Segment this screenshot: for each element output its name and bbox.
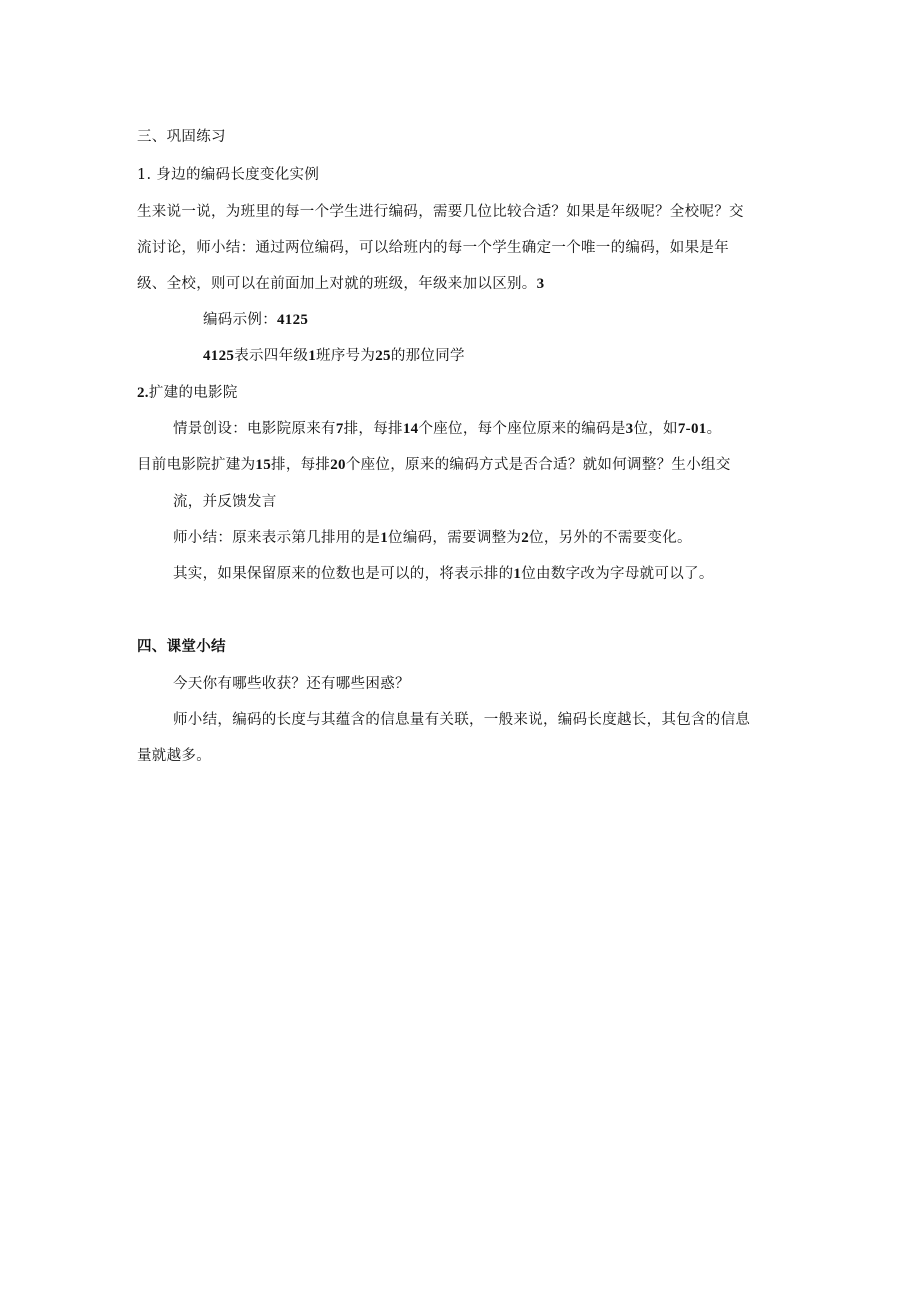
p4-text-a: 师小结：原来表示第几排用的是 [173,530,381,546]
item2-title-num: 2. [137,385,149,401]
section4-title: 四、课堂小结 [137,639,226,655]
p1-text-d: 位，如 [633,421,678,437]
item1-paragraph-line3-num: 3 [536,276,545,292]
p1-text-b: 排，每排 [343,421,403,437]
p1-num4: 7-01 [677,421,707,437]
section3-title: 三、巩固练习 [137,129,226,145]
item2-title-text: 扩建的电影院 [148,385,238,401]
p1-num1: 7 [335,421,344,437]
p5-num1: 1 [513,566,522,582]
p2-text-c: 个座位，原来的编码方式是否合适？就如何调整？生小组交 [345,457,731,473]
explain-num2: 1 [308,348,317,364]
example-code: 4125 [277,312,309,328]
section4-summary-line2: 量就越多。 [137,748,211,764]
p5-text-b: 位由数字改为字母就可以了。 [521,566,714,582]
example-label: 编码示例： [203,312,277,328]
p1-num3: 3 [625,421,634,437]
p4-text-c: 位，另外的不需要变化。 [529,530,692,546]
p4-num2: 2 [521,530,530,546]
p2-num1: 15 [255,457,272,473]
item2-paragraph4 [173,528,692,548]
p5-text-a: 其实，如果保留原来的位数也是可以的，将表示排的 [173,566,514,582]
example-line [203,310,308,330]
explain-text3: 的那位同学 [390,348,465,364]
item1-paragraph-line3 [137,274,544,294]
item2-paragraph3: 流，并反馈发言 [173,494,277,510]
section4-question: 今天你有哪些收获？还有哪些困惑？ [173,676,410,692]
p2-text-a: 目前电影院扩建为 [137,457,256,473]
explain-text2: 班序号为 [316,348,376,364]
item2-paragraph2 [137,455,731,475]
explain-text1: 表示四年级 [234,348,309,364]
explain-num1: 4125 [203,348,235,364]
p1-num2: 14 [402,421,419,437]
item2-paragraph1 [173,419,721,439]
p1-text-e: 。 [706,421,722,437]
p2-text-b: 排，每排 [271,457,331,473]
p1-text-a: 情景创设：电影院原来有 [173,421,336,437]
item2-title [137,383,238,403]
p2-num2: 20 [330,457,346,473]
item1-paragraph-line3-text: 级、全校，则可以在前面加上对就的班级，年级来加以区别。 [137,276,537,292]
item1-paragraph-line1: 生来说一说，为班里的每一个学生进行编码，需要几位比较合适？如果是年级呢？全校呢？交 [137,204,744,220]
section4-summary-line1: 师小结，编码的长度与其蕴含的信息量有关联，一般来说，编码长度越长，其包含的信息 [173,712,751,728]
p1-text-c: 个座位，每个座位原来的编码是 [418,421,626,437]
example-explanation [203,346,465,366]
item1-title: 1. 身边的编码长度变化实例 [137,167,320,183]
p4-num1: 1 [380,530,389,546]
p4-text-b: 位编码，需要调整为 [388,530,522,546]
explain-num3: 25 [375,348,391,364]
item1-paragraph-line2: 流讨论，师小结：通过两位编码，可以给班内的每一个学生确定一个唯一的编码，如果是年 [137,240,729,256]
item2-paragraph5 [173,564,714,584]
